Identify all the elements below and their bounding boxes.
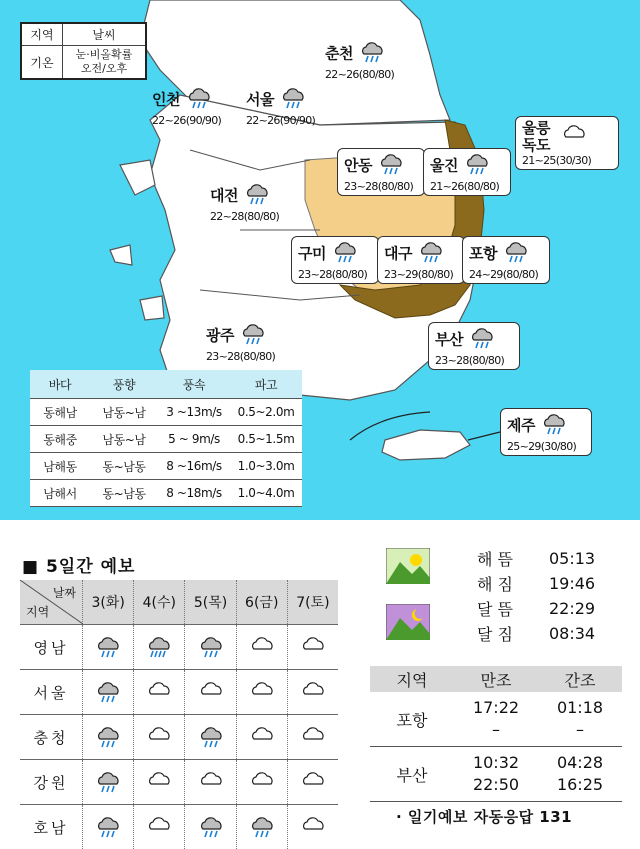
- sea-cell: 1.0~4.0m: [237, 486, 295, 500]
- tide-table: [370, 666, 622, 802]
- city-temp: 25~29: [507, 440, 541, 453]
- city-ulleung: [515, 116, 619, 170]
- rain-icon: [243, 182, 271, 210]
- cloudy-icon: [236, 625, 287, 669]
- tide-row-busan: [370, 747, 622, 802]
- sea-cell: 남동~남: [102, 405, 146, 420]
- tide-high: 17:22: [472, 698, 520, 717]
- city-seoul: [246, 86, 315, 127]
- city-name: 광주: [206, 326, 234, 345]
- cloudy-icon: [133, 760, 184, 804]
- moonrise-icon: [386, 604, 430, 640]
- rain-icon: [540, 412, 568, 440]
- city-pohang: [462, 236, 550, 284]
- sea-cell: 남해서: [43, 486, 77, 501]
- rain-icon: [82, 625, 133, 669]
- rain-icon: [184, 625, 235, 669]
- city-chuncheon: [325, 40, 394, 81]
- legend-prob-line1: 눈·비올확률: [75, 48, 133, 61]
- city-prob: (80/80): [377, 180, 414, 193]
- city-andong: [337, 148, 425, 196]
- tide-region: 포항: [396, 710, 428, 730]
- forecast-header-row: [20, 580, 338, 624]
- cloudy-icon: [236, 760, 287, 804]
- rain-icon: [468, 326, 496, 354]
- rain-icon: [331, 240, 359, 268]
- corner-region-label: 지역: [26, 605, 50, 619]
- sea-table-row: [30, 398, 302, 425]
- tide-low: 04:28: [556, 753, 604, 772]
- city-prob: (80/80): [243, 210, 280, 223]
- city-prob: (80/80): [417, 268, 454, 281]
- sea-cell: 동해남: [43, 405, 77, 420]
- cloudy-icon: [133, 715, 184, 759]
- tide-header-cell: 지역: [396, 670, 428, 690]
- city-name: 대구: [384, 244, 412, 263]
- cloudy-icon: [287, 625, 338, 669]
- cloudy-icon: [184, 670, 235, 714]
- sea-cell: 0.5~2.0m: [237, 405, 295, 419]
- legend-temp: 기온: [21, 46, 63, 80]
- city-prob: (80/80): [502, 268, 539, 281]
- sea-cell: 1.0~3.0m: [237, 459, 295, 473]
- moonrise-label: 달 뜸: [477, 600, 513, 619]
- sea-cell: 3 ~13m/s: [166, 405, 222, 419]
- rain-icon: [82, 805, 133, 849]
- city-prob: (90/90): [279, 114, 316, 127]
- cloudy-icon: [287, 760, 338, 804]
- city-prob: (80/80): [468, 354, 505, 367]
- city-temp: 22~26: [325, 68, 359, 81]
- sea-cell: 5 ~ 9m/s: [168, 432, 220, 446]
- legend-table: [20, 22, 147, 80]
- city-busan: [428, 322, 520, 370]
- city-temp: 23~28: [435, 354, 469, 367]
- forecast-rows: [20, 624, 338, 849]
- sea-table-row: [30, 479, 302, 507]
- tide-region: 부산: [396, 765, 428, 785]
- city-temp: 21~26: [430, 180, 464, 193]
- rain-icon: [236, 805, 287, 849]
- city-name-2: 독도: [522, 136, 550, 154]
- cloudy-icon: [236, 715, 287, 759]
- cloudy-icon: [184, 760, 235, 804]
- city-name: 울릉: [522, 119, 550, 137]
- forecast-region: 충청: [33, 728, 69, 747]
- sunrise-label: 해 뜸: [477, 550, 513, 569]
- cloudy-icon: [133, 670, 184, 714]
- city-temp: 21~25: [522, 154, 556, 167]
- forecast-region: 강원: [33, 773, 69, 792]
- city-temp: 22~26: [246, 114, 280, 127]
- day-header: 7(토): [287, 580, 338, 624]
- tide-row-pohang: [370, 692, 622, 747]
- sea-header-cell: 파고: [254, 377, 278, 392]
- city-prob: (80/80): [331, 268, 368, 281]
- forecast-title: ■ 5일간 예보: [22, 557, 136, 577]
- tide-header: [370, 666, 622, 692]
- city-prob: (90/90): [185, 114, 222, 127]
- city-temp: 23~28: [298, 268, 332, 281]
- tide-header-cell: 만조: [480, 670, 512, 690]
- moonset-time: 08:34: [549, 624, 596, 643]
- day-header: 4(수): [133, 580, 184, 624]
- footer-phone: · 일기예보 자동응답 131: [396, 808, 573, 826]
- rain-icon: [82, 670, 133, 714]
- city-uljin: [423, 148, 511, 196]
- city-prob: (30/30): [555, 154, 592, 167]
- city-prob: (30/80): [540, 440, 577, 453]
- tide-high: –: [492, 720, 500, 739]
- city-temp: 24~29: [469, 268, 503, 281]
- city-gwangju: [206, 322, 275, 363]
- forecast-row: [20, 759, 338, 804]
- rain-icon: [184, 715, 235, 759]
- city-temp: 23~29: [384, 268, 418, 281]
- sea-cell: 남해동: [43, 459, 77, 474]
- city-prob: (80/80): [463, 180, 500, 193]
- moonset-label: 달 짐: [477, 625, 513, 644]
- sea-cell: 동~남동: [102, 459, 146, 474]
- day-header: 3(화): [82, 580, 133, 624]
- sea-header-cell: 풍속: [182, 377, 206, 392]
- city-prob: (80/80): [358, 68, 395, 81]
- sunrise-time: 05:13: [549, 549, 596, 568]
- forecast-region: 호남: [33, 818, 69, 837]
- west-islands: [120, 160, 155, 195]
- city-name: 포항: [469, 244, 497, 263]
- sea-table: [30, 370, 302, 507]
- legend-weather-header: 날씨: [63, 23, 147, 46]
- forecast-region: 서울: [33, 683, 69, 702]
- sun-moon-table: [476, 546, 596, 646]
- cloudy-icon: [287, 805, 338, 849]
- rain-icon: [463, 152, 491, 180]
- forecast-corner: [20, 580, 82, 624]
- city-name: 부산: [435, 330, 463, 349]
- city-name: 춘천: [325, 44, 353, 63]
- city-temp: 23~28: [206, 350, 240, 363]
- sea-header-cell: 풍향: [112, 377, 136, 392]
- sea-cell: 동해중: [43, 432, 77, 447]
- city-daegu: [377, 236, 465, 284]
- forecast-row: [20, 669, 338, 714]
- rain-icon: [239, 322, 267, 350]
- tide-low: 16:25: [556, 775, 604, 794]
- sea-cell: 0.5~1.5m: [237, 432, 295, 446]
- forecast-row: [20, 624, 338, 669]
- city-name: 인천: [152, 90, 180, 109]
- forecast-table: [20, 580, 338, 849]
- sea-cell: 8 ~18m/s: [166, 486, 222, 500]
- rain-icon: [184, 805, 235, 849]
- rain-icon: [377, 152, 405, 180]
- legend-region-header: 지역: [21, 23, 63, 46]
- cloudy-icon: [560, 123, 588, 151]
- sea-cell: 남동~남: [102, 432, 146, 447]
- city-name: 울진: [430, 156, 458, 175]
- sea-cell: 8 ~16m/s: [166, 459, 222, 473]
- rain-icon: [417, 240, 445, 268]
- city-gumi: [291, 236, 379, 284]
- rain-icon: [358, 40, 386, 68]
- tide-low: 01:18: [556, 698, 604, 717]
- city-temp: 22~28: [210, 210, 244, 223]
- cloudy-icon: [133, 805, 184, 849]
- day-header: 5(목): [184, 580, 235, 624]
- legend-prob: [63, 46, 147, 80]
- corner-date-label: 날짜: [52, 586, 77, 600]
- city-daejeon: [210, 182, 279, 223]
- cloudy-icon: [236, 670, 287, 714]
- sunrise-icon: [386, 548, 430, 584]
- rain-icon: [502, 240, 530, 268]
- city-temp: 22~26: [152, 114, 186, 127]
- city-incheon: [152, 86, 221, 127]
- sunset-time: 19:46: [549, 574, 596, 593]
- forecast-row: [20, 804, 338, 849]
- heavy-rain-icon: [133, 625, 184, 669]
- day-header: 6(금): [236, 580, 287, 624]
- sea-header-cell: 바다: [48, 377, 72, 392]
- city-name: 안동: [344, 156, 372, 175]
- tide-header-cell: 간조: [564, 670, 596, 690]
- forecast-row: [20, 714, 338, 759]
- rain-icon: [82, 715, 133, 759]
- jeju-island: [382, 430, 470, 460]
- tide-high: 10:32: [472, 753, 520, 772]
- city-temp: 23~28: [344, 180, 378, 193]
- rain-icon: [185, 86, 213, 114]
- moonrise-time: 22:29: [549, 599, 596, 618]
- legend-prob-line2: 오전/오후: [80, 62, 128, 75]
- cloudy-icon: [287, 670, 338, 714]
- city-name: 제주: [507, 416, 535, 435]
- sea-table-row: [30, 425, 302, 452]
- sea-cell: 동~남동: [102, 486, 146, 501]
- tide-high: 22:50: [472, 775, 520, 794]
- city-name: 대전: [210, 186, 238, 205]
- rain-icon: [82, 760, 133, 804]
- city-name: 서울: [246, 90, 274, 109]
- city-jeju: [500, 408, 592, 456]
- cloudy-icon: [287, 715, 338, 759]
- sea-table-row: [30, 452, 302, 479]
- rain-icon: [279, 86, 307, 114]
- tide-low: –: [576, 720, 584, 739]
- city-name: 구미: [298, 244, 326, 263]
- city-prob: (80/80): [239, 350, 276, 363]
- sea-table-header: [30, 370, 302, 398]
- forecast-region: 영남: [33, 638, 69, 657]
- sunset-label: 해 짐: [477, 575, 513, 594]
